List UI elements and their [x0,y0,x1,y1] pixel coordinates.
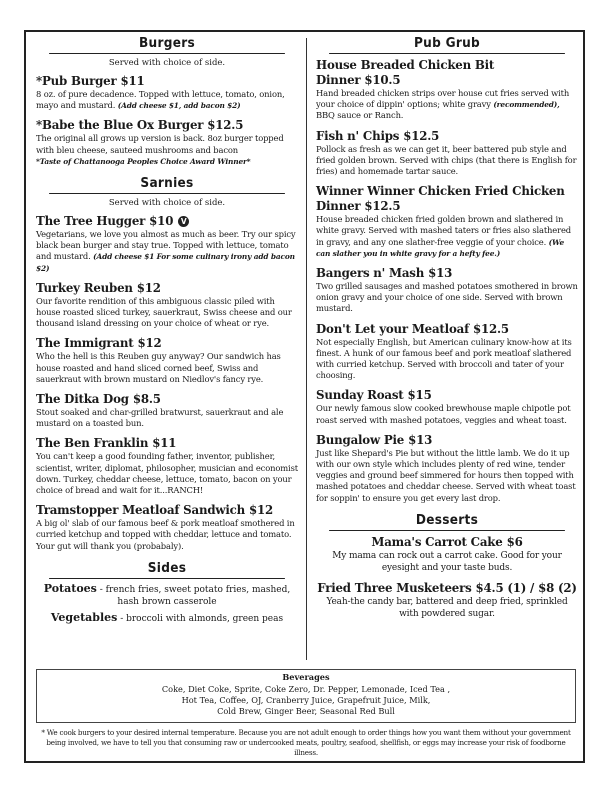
item-note: (Add cheese $1, add bacon $2) [117,101,241,111]
menu-item [36,503,298,552]
beverages-title: Beverages [282,672,330,682]
menu-item [36,74,298,111]
item-name: *Pub Burger [36,74,117,88]
item-description: Our favorite rendition of this ambiguous classic piled with house roasted sliced turkey, sauerkraut, Swiss cheese and our thousand island dressing on your choice of wheat or rye. [36,295,292,329]
item-name: Bungalow Pie [316,432,405,447]
item-name: Turkey Reuben [36,280,133,295]
item-name: *Babe the Blue Ox Burger [36,118,204,133]
item-note: (recommended), [493,100,560,110]
menu-item [316,535,578,574]
beverages-line: Coke, Diet Coke, Sprite, Coke Zero, Dr. Pepper, Lemonade, Iced Tea , [161,684,451,694]
item-description: My mama can rock out a carrot cake. Good for your eyesight and your taste buds. [332,550,562,573]
pub-grub-heading: Pub Grub [329,34,565,54]
item-price: $12 [137,336,162,351]
side-name: Potatoes [43,581,97,595]
item-price: $12.5 [207,118,244,133]
item-price: $12.5 [364,199,401,214]
menu-item [316,581,578,620]
item-note: (We can slather you in white gravy for a hefty fee.) [316,237,565,258]
item-note: *Taste of Chattanooga Peoples Choice Award Winner* [36,156,251,166]
item-price: $11 [152,436,177,451]
item-description: 8 oz. of pure decadence. Topped with lettuce, tomato, onion, mayo and mustard. [36,89,285,111]
item-description-end: BBQ sauce or Ranch. [316,110,404,121]
menu-item [316,322,578,382]
side-description: - broccoli with almonds, green peas [120,613,284,624]
item-name: Bangers n' Mash [316,266,425,281]
item-price: $15 [407,388,432,403]
burgers-subtitle: Served with choice of side. [108,58,226,68]
side-description: - french fries, sweet potato fries, mashed, hash brown casserole [99,584,291,607]
item-price: $12 [136,280,161,295]
item-name: The Tree Hugger [36,214,146,229]
item-description: Pollock as fresh as we can get it, beer battered pub style and fried golden brown. Served with chips (that there is English for fries) and homemade tartar sauce. [316,143,577,177]
sarnies-heading: Sarnies [49,174,285,194]
item-price: $10 [149,214,174,229]
side-name: Vegetables [50,610,118,624]
item-description: House breaded chicken fried golden brown and slathered in white gravy. Served with mashed taters or fries also slathered in gravy, and any one slather-free veggie of your choice. [316,214,571,247]
item-description: A big ol' slab of our famous beef & pork meatloaf smothered in curried ketchup and topped with cheddar, lettuce and tomato. Your gut will thank you (probabaly). [36,518,295,551]
item-name: House Breaded Chicken Bit Dinner [316,58,495,87]
menu-item [36,392,298,429]
menu-item [316,388,578,425]
item-price: $13 [408,432,433,447]
item-description: Vegetarians, we love you almost as much as beer. Try our spicy black bean burger and stay true. Topped with lettuce, tomato and mustard. [36,229,296,262]
menu-item [316,266,578,315]
item-description: Hand breaded chicken strips over house cut fries served with your choice of dippin' options; white gravy [316,88,570,110]
item-name: Fish n' Chips [316,128,400,143]
menu-item [316,129,578,178]
menu-item [36,336,298,385]
item-name: Fried Three Musketeers [317,580,472,595]
item-price: $8.5 [132,392,161,407]
menu-item [36,281,298,330]
item-price: $6 [506,534,523,549]
item-name: The Ditka Dog [36,392,129,407]
menu-item [316,58,578,122]
beverages-line: Cold Brew, Ginger Beer, Seasonal Red Bull [217,706,395,716]
menu-item [36,436,298,496]
item-price: $13 [428,266,453,281]
desserts-heading: Desserts [329,511,565,531]
beverages-box [36,669,576,723]
item-description: You can't keep a good founding father, inventor, publisher, scientist, writer, diplomat, philosopher, musician and economist down. Turkey, cheddar cheese, lettuce, tomato, bacon on your choice of bread and wait for it...RANCH! [36,451,298,496]
item-price: $4.5 (1) / $8 (2) [475,580,577,595]
item-name: Winner Winner Chicken Fried Chicken Dinner [316,184,565,214]
item-description: Yeah-the candy bar, battered and deep fried, sprinkled with powdered sugar. [326,596,568,619]
column-divider [306,38,307,660]
item-description: Who the hell is this Reuben guy anyway? Our sandwich has house roasted and hand sliced corned beef, Swiss and sauerkraut with brown mustard on Niedlov's fancy rye. [36,351,281,384]
sarnies-subtitle: Served with choice of side. [108,198,226,209]
item-name: Tramstopper Meatloaf Sandwich [36,503,245,518]
item-price: $12 [248,503,273,518]
item-name: The Immigrant [36,336,134,351]
item-description: Two grilled sausages and mashed potatoes smothered in brown onion gravy and your choice of one side. Served with brown mustard. [316,281,578,314]
menu-item [316,184,578,259]
item-name: Sunday Roast [316,388,404,403]
item-description: Not especially English, but American culinary know-how at its finest. A hunk of our famous beef and pork meatloaf slathered with curried ketchup. Served with broccoli and tater of your choosing. [316,336,572,381]
beverages-line: Hot Tea, Coffee, OJ, Cranberry Juice, Grapefruit Juice, Milk, [181,695,431,705]
menu-item [36,118,298,167]
item-name: The Ben Franklin [36,436,149,451]
menu-item [36,214,298,274]
item-price: $12.5 [472,321,509,336]
vegetarian-icon: V [178,216,189,227]
item-description: Just like Shepard's Pie but without the little lamb. We do it up with our own style which includes plenty of red wine, tender veggies and ground beef simmered for hours then topped with mashed potatoes and cheddar cheese. Served with wheat toast for soppin' to ensure you get every last drop. [316,447,576,503]
right-column [316,34,578,627]
item-price: $10.5 [364,73,401,87]
item-name: Mama's Carrot Cake [371,534,503,549]
item-price: $11 [120,74,145,88]
item-description: Stout soaked and char-grilled bratwurst, sauerkraut and ale mustard on a toasted bun. [36,407,284,429]
side-item [36,612,298,625]
side-item [36,583,298,608]
item-description: Our newly famous slow cooked brewhouse maple chipotle pot roast served with mashed potatoes, veggies and wheat toast. [316,403,571,425]
burgers-heading: Burgers [49,34,285,54]
left-column [36,34,298,629]
item-note: (Add cheese $1 For some culinary irony add bacon $2) [36,252,295,273]
sides-heading: Sides [49,559,285,579]
item-name: Don't Let your Meatloaf [316,321,469,336]
item-price: $12.5 [403,128,440,143]
disclaimer: * We cook burgers to your desired internal temperature. Because you are not adult enough to order things how you want them without your government being involved, we have to tell you that consuming raw or undercooked meats, poultry, seafood, shellfish, or eggs may increase your risk of foodborne illness. [41,728,571,757]
menu-item [316,433,578,504]
item-description: The original all grows up version is back. 8oz burger topped with bleu cheese, sauteed mushrooms and bacon [36,133,284,155]
